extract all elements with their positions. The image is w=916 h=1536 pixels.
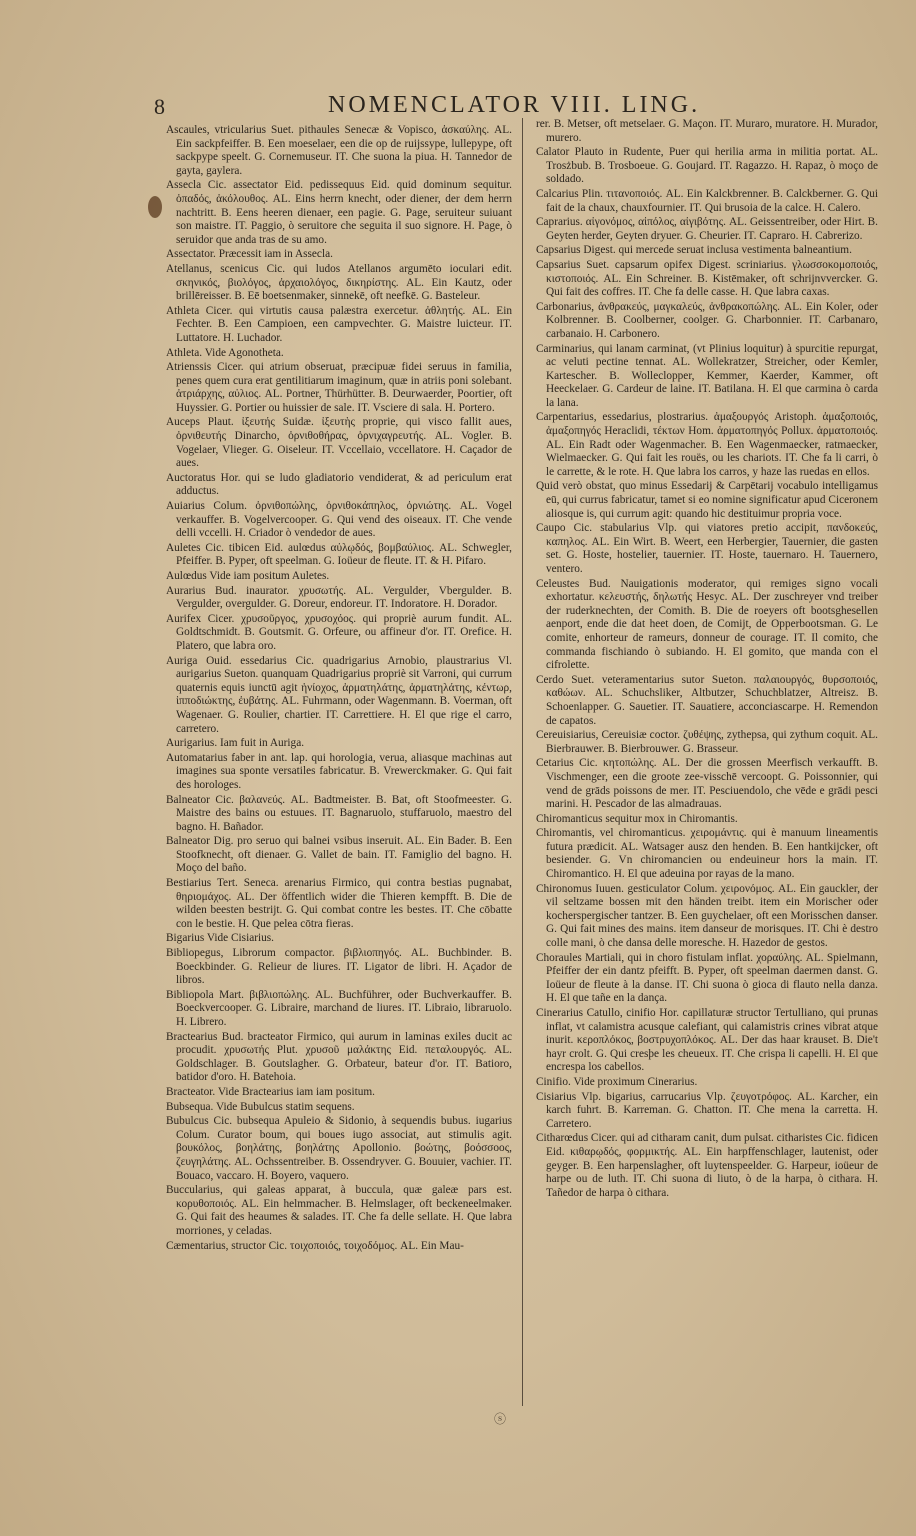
dictionary-entry: Ascaules, vtricularius Suet. pithaules Senecæ & Vopisco, ἀσκαύλης. AL. Ein sackpfeiffer. B. Een moeselaer, een die op de ruijssype, lullepype, oft sackpype speelt. G. Cornemuseur. IT. Che suona la piua. H. Tannedor de gayta, gaylera. <box>166 124 512 177</box>
dictionary-entry: Atrienssis Cicer. qui atrium obseruat, præcipuæ fidei seruus in familia, penes quem cura erat gentilitiarum imaginum, quæ in atriis poni solebant. ἀτριάρχης, αὐλιος. AL. Portner, Thürhütter. B. Deurwaerder, Poortier, oft Huyssier. G. Portier ou huissier de sale. IT. Vsciere di sala. H. Portero. <box>166 361 512 414</box>
dictionary-entry: Calcarius Plin. τιτανοποιός. AL. Ein Kalckbrenner. B. Calckberner. G. Qui fait de la chaux, chauxfournier. IT. Qui brusoia de la calce. H. Calero. <box>536 187 878 214</box>
dictionary-entry: Assectator. Præcessit iam in Assecla. <box>166 248 333 261</box>
dictionary-entry: Bibliopola Mart. βιβλιοπώλης. AL. Buchführer, oder Buchverkauffer. B. Boeckvercooper. G. Libraire, marchand de liures. IT. Libraio, libraruolo. H. Librero. <box>166 988 512 1028</box>
dictionary-entry: Cæmentarius, structor Cic. τοιχοποιός, τοιχοδόμος. AL. Ein Mau- <box>166 1239 464 1252</box>
dictionary-entry: Carbonarius, ἀνθρακεύς, μαγκαλεύς, ἀνθρακοπώλης. AL. Ein Koler, oder Kolbrenner. B. Coolberner, coolger. G. Charbonnier. IT. Carbanaro, carbanaio. H. Carbonero. <box>536 300 878 340</box>
left-column <box>166 124 512 1374</box>
dictionary-entry: Chironomus Iuuen. gesticulator Colum. χειρονόμος. AL. Ein gauckler, der vil seltzame bossen mit den händen treibt. item ein Morischer oder kocherspergischer tantzer. B. Een guychelaer, oft een Morisschen danser. G. Qui fait mines des mains. item danseur de morisques. IT. Chi è destro colle mani, ò che dansa delle moresche. H. Hazedor de gestos. <box>536 882 878 950</box>
dictionary-entry: Auriga Ouid. essedarius Cic. quadrigarius Arnobio, plaustrarius Vl. aurigarius Sueton. quanquam Quadrigarius propriè sit Varroni, qui currum quaternis equis iunctū agit ἡνίοχος, ἁρματηλάτης, ἁρματηλάτης, κέντωρ, ἱπποδιώκτης, ἐυβάτης. AL. Fuhrmann, oder Wagenmann. B. Voerman, oft Wagenaer. G. Roulier, chartier. IT. Carrettiere. H. El que rige el carro, carretero. <box>166 654 512 735</box>
ink-stain <box>148 196 162 218</box>
dictionary-entry: Auceps Plaut. ἰξευτής Suidæ. ἰξευτὴς proprie, qui visco fallit aues, ὀρνιθευτής Dinarcho, ὀρνιθοθήρας, ὀρνιχαγρευτής. AL. Vogler. B. Vogelaer, Vlieger. G. Oiseleur. IT. Vccellaio, vccellatore. H. Caçador de aues. <box>166 416 512 470</box>
dictionary-entry: Automatarius faber in ant. lap. qui horologia, verua, aliasque machinas aut imagines sua sponte versatiles fabricatur. B. Vrewerckmaker. G. Qui fait des horologes. <box>166 751 512 791</box>
dictionary-entry: Capsarius Digest. qui mercede seruat inclusa vestimenta balneantium. <box>536 244 852 257</box>
dictionary-entry: Aurifex Cicer. χρυσοῦργος, χρυσοχόος. qui propriè aurum fundit. AL. Goldtschmidt. B. Goutsmit. G. Orfeure, ou affineur d'or. IT. Orefice. H. Platero, que labra oro. <box>166 612 512 652</box>
running-title: NOMENCLATOR VIII. LING. <box>328 92 701 118</box>
dictionary-entry: Balneator Dig. pro seruo qui balnei vsibus inseruit. AL. Ein Bader. B. Een Stoofknecht, oft dienaer. G. Vallet de bain. IT. Famiglio del bagno. H. Moço del baño. <box>166 835 512 875</box>
dictionary-entry: Cisiarius Vlp. bigarius, carrucarius Vlp. ζευγοτρόφος. AL. Karcher, ein karch fuhrt. B. Karreman. G. Chatton. IT. Che mena la carretta. H. Carretero. <box>536 1090 878 1130</box>
dictionary-entry: Athleta Cicer. qui virtutis causa palæstra exercetur. ἀθλητής. AL. Ein Fechter. B. Een Campioen, een campvechter. G. Maistre luicteur. IT. Luttatore. H. Luchador. <box>166 304 512 344</box>
dictionary-entry: Citharœdus Cicer. qui ad citharam canit, dum pulsat. citharistes Cic. fidicen Eid. κιθαρῳδός, φορμικτής. AL. Ein harpffenschlager, lautenist, oder geyger. B. Een harpenslagher, oft luytenspeelder. G. Harpeur, ioüeur de harpe ou de luth. IT. Chi suona di liuto, ò de la harpa, ò cithara. H. Tañedor de harpa ò cithara. <box>536 1132 878 1199</box>
right-column <box>536 118 878 1374</box>
dictionary-entry: Bubulcus Cic. bubsequa Apuleio & Sidonio, à sequendis bubus. iugarius Colum. Curator boum, qui boues iugo associat, aut stimulis agit. βουκόλος, βοηλάτης, βοηλάτης Apollonio. βοώτης, βοόσσοος, ζευγηλάτης. AL. Ochssentreiber. B. Ossendryver. G. Bouuier, vachier. IT. Bouaco, vaccaro. H. Boyero, vaquero. <box>166 1115 512 1182</box>
dictionary-entry: Aurigarius. Iam fuit in Auriga. <box>166 737 305 750</box>
dictionary-entry: Athleta. Vide Agonotheta. <box>166 346 284 359</box>
dictionary-entry: Caprarius. αἰγονόμος, αἰπόλος, αἰγιβότης. AL. Geissentreiber, oder Hirt. B. Geyten herder, Geyten dryuer. G. Cheurier. IT. Capraro. H. Cabrerizo. <box>536 216 878 242</box>
dictionary-entry: Carpentarius, essedarius, plostrarius. ἁμαξουργός Aristoph. ἁμαξοποιός, ἁμαξοπηγός Heraclidi, τέκτων Hom. ἁρματοπηγός Pollux. ἁρματοποιός. AL. Ein Radt oder Wagenmacher. B. Een Wagenmaecker, ratmaecker, Wielmaecker. G. Qui fait les rouës, ou les chariots. IT. Che fa li carri, ò le carrette, & le rote. H. Que labra los carros, y haze las ruedas en ellos. <box>536 411 878 478</box>
column-divider <box>522 118 523 1406</box>
dictionary-entry: Quid verò obstat, quo minus Essedarij & Carpētarij vocabulo intelligamus eū, qui currus fabricatur, tamet si eo nomine significatur apud Ciceronem aliosque is, qui currum agit: quando hic destituimur propria voce. <box>536 480 878 520</box>
dictionary-entry: Bubsequa. Vide Bubulcus statim sequens. <box>166 1100 355 1113</box>
dictionary-entry: Aulœdus Vide iam positum Auletes. <box>166 570 330 582</box>
dictionary-entry: Chiromanticus sequitur mox in Chiromantis. <box>536 812 738 825</box>
footer-mark: ⓢ <box>494 1412 507 1426</box>
dictionary-entry: Balneator Cic. βαλανεύς. AL. Badtmeister. B. Bat, oft Stoofmeester. G. Maistre des bains ou estuues. IT. Bagnaruolo, stuffaruolo, maestro del bagno. H. Bañador. <box>166 793 512 833</box>
page-number: 8 <box>154 94 165 119</box>
dictionary-entry: Cereuisiarius, Cereuisiæ coctor. ζυθέψης, zythepsa, qui zythum coquit. AL. Bierbrauwer. B. Bierbrouwer. G. Brasseur. <box>536 729 878 755</box>
dictionary-entry: Atellanus, scenicus Cic. qui ludos Atellanos argumēto ioculari edit. σκηνικός, βιολόγος, ἀρχαιολόγος, δικηρίστης. AL. Ein Kautz, oder brillēreisser. B. Eē boetsenmaker, sinnekē, oft neefkē. G. Basteleur. <box>166 262 512 303</box>
dictionary-entry: Aurarius Bud. inaurator. χρυσωτής. AL. Vergulder, Vbergulder. B. Vergulder, overgulder. G. Doreur, endoreur. IT. Indoratore. H. Dorador. <box>166 584 512 611</box>
dictionary-entry: Auctoratus Hor. qui se ludo gladiatorio vendiderat, & ad periculum erat adductus. <box>166 471 512 498</box>
dictionary-entry: Choraules Martiali, qui in choro fistulam inflat. χοραύλης. AL. Spielmann, Pfeiffer der ein dantz pfeifft. B. Pyper, oft speelman daermen danst. G. Ioüeur de fleute à la danse. IT. Chi suona ò gioca di flauto nella danza. H. El que tañe en la dança. <box>536 951 878 1005</box>
dictionary-entry: Auletes Cic. tibicen Eid. aulœdus αὐλῳδός, βομβαύλιος. AL. Schwegler, Pfeiffer. B. Pyper, oft speelman. G. Ioüeur de fleute. IT. & H. Pifaro. <box>166 541 512 568</box>
dictionary-entry: Cerdo Suet. veteramentarius sutor Sueton. παλαιουργός, θυρσοποιός, καθώων. AL. Schuchsliker, Altbutzer, Schuchblatzer, Altreisz. B. Schoenlapper. G. Sauetier. IT. Sauatiere, acconciascarpe. H. Remendon de capatos. <box>536 673 878 727</box>
dictionary-entry: Bestiarius Tert. Seneca. arenarius Firmico, qui contra bestias pugnabat, θηριομάχος. AL. Der öffentlich wider die Thieren kempfft. B. Die de wilden beesten bestrijt. G. Qui combat contre les bestes. IT. Che cōbatte con le bestie. H. Que pelea cōtra fieras. <box>166 877 512 930</box>
dictionary-entry: Bractearius Bud. bracteator Firmico, qui aurum in laminas exiles ducit ac procudit. χρυσωτής Plut. χρυσοῦ μαλάκτης Eid. πεταλουργός. AL. Goldschlager. B. Goutslagher. G. Orbateur, bateur d'or. IT. Batioro, batidor d'oro. H. Batehoia. <box>166 1030 512 1084</box>
dictionary-entry: rer. B. Metser, oft metselaer. G. Maçon. IT. Muraro, muratore. H. Murador, murero. <box>536 118 878 144</box>
dictionary-entry: Capsarius Suet. capsarum opifex Digest. scriniarius. γλωσσοκομοποιός, κιστοποιός. AL. Ein Schreiner. B. Kistēmaker, oft schrijnvvercker. G. Qui fait des coffres. IT. Che fa delle casse. H. Que labra caxas. <box>536 258 878 299</box>
dictionary-entry: Cetarius Cic. κητοπώλης. AL. Der die grossen Meerfisch verkaufft. B. Vischmenger, een die groote zee-visschē vercoopt. G. Poissonnier, qui vend de grāds poissons de mer. IT. Pesciuendolo, che vēde e grādi pesci marini. H. Pescador de las almadrauas. <box>536 757 878 811</box>
dictionary-entry: Cinifio. Vide proximum Cinerarius. <box>536 1075 698 1088</box>
dictionary-entry: Celeustes Bud. Nauigationis moderator, qui remiges signo vocali exhortatur. κελευστής, δηλωτής Hesyc. AL. Der zuschreyer vnd treiber der ruderknechten, der Comith. B. Die de roeyers oft bootsghesellen aenport, ende die dat heet doen, de Comijt, de Opperbootsman. G. Le comite, enhorteur de rameurs, donneur de courage. IT. Il comito, che commanda fischiando ò subiando. H. El gomito, que manda con el cifrolette. <box>536 577 878 672</box>
dictionary-entry: Caupo Cic. stabularius Vlp. qui viatores pretio accipit, πανδοκεύς, καπηλος. AL. Ein Wirt. B. Weert, een Herbergier, Tauernier, die gasten set. G. Hoste, hostelier, tauernier. IT. Hoste, tauernaro. H. Tauernero, ventero. <box>536 522 878 575</box>
dictionary-entry: Auiarius Colum. ὀρνιθοπώλης, ὀρνιθοκάπηλος, ὀρνιώτης. AL. Vogel verkauffer. B. Vogelvercooper. G. Qui vend des oiseaux. IT. Che vende delli vccelli. H. Criador ò vendedor de aues. <box>166 500 512 540</box>
dictionary-entry: Cinerarius Catullo, cinifio Hor. capillaturæ structor Tertulliano, qui prunas inflat, vt calamistra acusque calefiant, qui calamistris crines vibrat atque inurit. κεροπλόκος, βοστρυχοπλόκος. AL. Der das haar krauset. B. Die't hayr crolt. G. Qui cresþe les cheueux. IT. Che crispa li capelli. H. El que encrespa los cabellos. <box>536 1007 878 1074</box>
dictionary-entry: Bibliopegus, Librorum compactor. βιβλιοπηγός. AL. Buchbinder. B. Boeckbinder. G. Relieur de liures. IT. Ligator de libri. H. Açador de libros. <box>166 947 512 987</box>
dictionary-entry: Carminarius, qui lanam carminat, (vt Plinius loquitur) à spurcitie repurgat, ac veluti pectine tennat. AL. Wollekratzer, Streicher, oder Kemler, Kartescher. B. Wolleclopper, Kemmer, Kaerder, Kammer, oft Heeckelaer. G. Cardeur de laine. IT. Batilana. H. El que carmina ò carda la lana. <box>536 342 878 409</box>
dictionary-entry: Chiromantis, vel chiromanticus. χειρομάντις. qui è manuum lineamentis futura prædicit. AL. Watsager ausz den henden. B. Een hantkijcker, oft besiender. G. Vn chiromancien ou endeuineur hors la main. IT. Chiromantico. H. El que adeuina por rayas de la mano. <box>536 827 878 881</box>
dictionary-entry: Buccularius, qui galeas apparat, à buccula, quæ galeæ pars est. κορυθοποιός. AL. Ein helmmacher. B. Helmslager, oft beckeneelmaker. G. Qui fait des heaumes & salades. IT. Che fa delle sellate. H. Que labra morriones, y celadas. <box>166 1184 512 1237</box>
dictionary-entry: Bracteator. Vide Bractearius iam iam positum. <box>166 1085 375 1098</box>
dictionary-entry: Calator Plauto in Rudente, Puer qui herilia arma in militia portat. AL. Trosżbub. B. Trosboeue. G. Goujard. IT. Ragazzo. H. Rapaz, ò moço de soldado. <box>536 146 878 186</box>
dictionary-entry: Bigarius Vide Cisiarius. <box>166 932 274 945</box>
dictionary-entry: Assecla Cic. assectator Eid. pedissequus Eid. quid dominum sequitur. ὀπαδός, ἀκόλουθος. AL. Eins herrn knecht, oder diener, der dem herrn nachtritt. B. Eens heeren dienaer, een pagie. G. Page, seruiteur suiuant son maistre. IT. Paggio, ò seruitore che seguita il suo signore. H. Page, ò seruidor que anda tras de su amo. <box>166 179 512 246</box>
